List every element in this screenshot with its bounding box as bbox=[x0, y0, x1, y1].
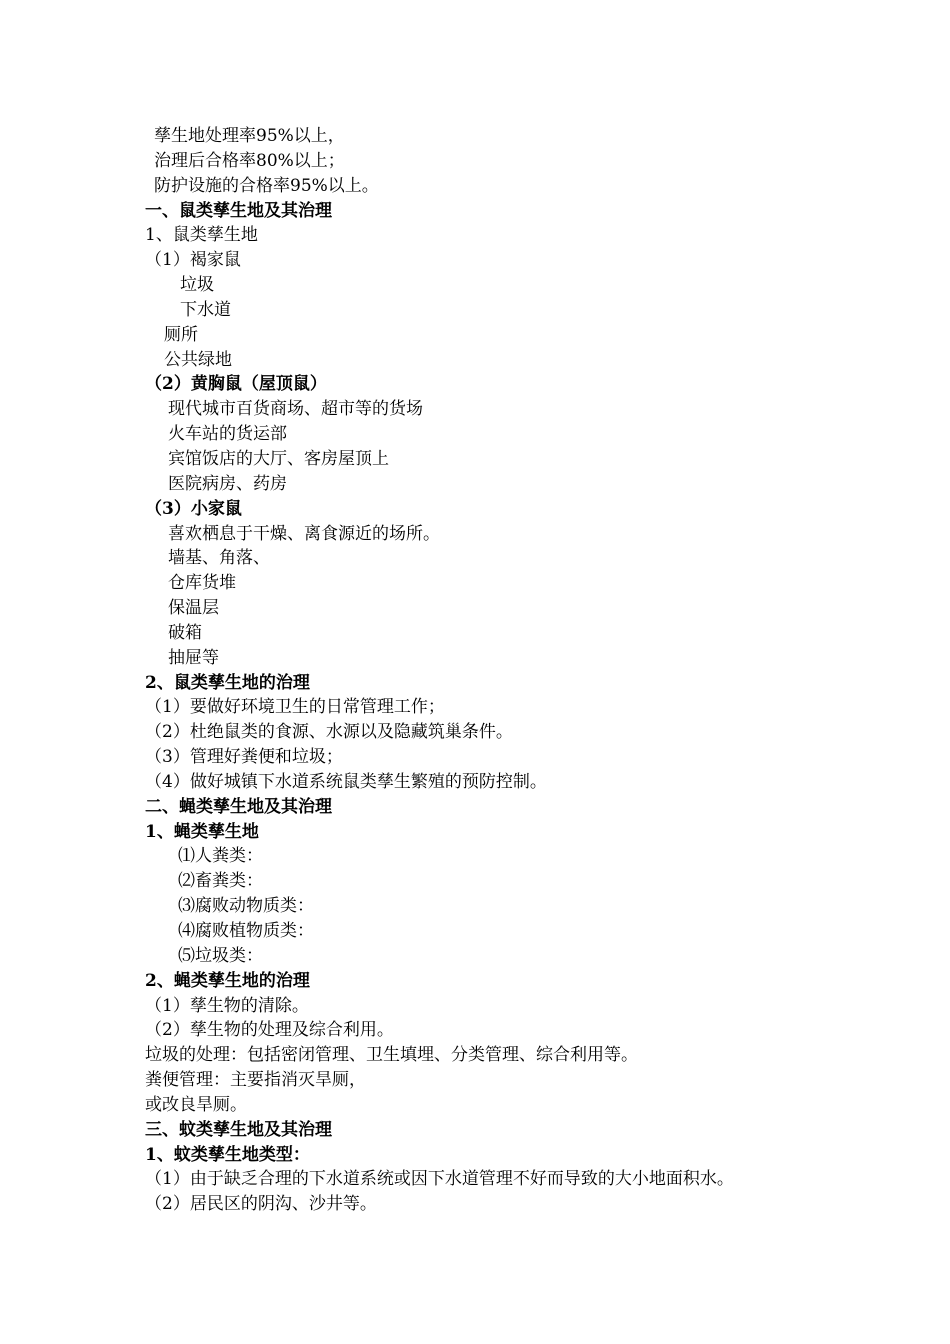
text-line: 火车站的货运部 bbox=[168, 424, 287, 445]
text-line: （2）孳生物的处理及综合利用。 bbox=[145, 1020, 394, 1041]
text-line: ⑶腐败动物质类： bbox=[178, 896, 314, 917]
section-heading: （2）黄胸鼠（屋顶鼠） bbox=[145, 374, 327, 395]
text-line: 仓库货堆 bbox=[168, 573, 236, 594]
text-line: 现代城市百货商场、超市等的货场 bbox=[168, 399, 423, 420]
section-heading: 1、蚊类孳生地类型： bbox=[145, 1144, 310, 1165]
text-line: 抽屉等 bbox=[168, 647, 219, 668]
section-heading: 2、鼠类孳生地的治理 bbox=[145, 672, 310, 693]
text-line: ⑵畜粪类： bbox=[178, 871, 263, 892]
text-line: 公共绿地 bbox=[164, 349, 232, 370]
text-line: （1）孳生物的清除。 bbox=[145, 995, 309, 1016]
section-heading: 1、蝇类孳生地 bbox=[145, 821, 259, 842]
document-page bbox=[0, 124, 950, 1217]
text-line: ⑷腐败植物质类： bbox=[178, 921, 314, 941]
text-line: 垃圾 bbox=[180, 275, 214, 296]
text-line: 防护设施的合格率95%以上。 bbox=[154, 175, 379, 196]
text-line: （1）褐家鼠 bbox=[145, 250, 241, 271]
text-line: 保温层 bbox=[168, 598, 219, 619]
text-line: 垃圾的处理：包括密闭管理、卫生填埋、分类管理、综合利用等。 bbox=[145, 1045, 638, 1066]
section-heading: 三、蚊类孳生地及其治理 bbox=[145, 1119, 332, 1140]
text-line: （1）要做好环境卫生的日常管理工作； bbox=[145, 697, 445, 718]
text-line: （1）由于缺乏合理的下水道系统或因下水道管理不好而导致的大小地面积水。 bbox=[145, 1169, 734, 1190]
text-line: 下水道 bbox=[180, 299, 231, 320]
text-line: 医院病房、药房 bbox=[168, 473, 287, 494]
section-heading: 二、蝇类孳生地及其治理 bbox=[145, 796, 332, 817]
text-line: 墙基、角落、 bbox=[168, 548, 270, 569]
text-line: 喜欢栖息于干燥、离食源近的场所。 bbox=[168, 523, 440, 544]
text-line: 孳生地处理率95%以上， bbox=[154, 126, 345, 146]
text-line: （2）居民区的阴沟、沙井等。 bbox=[145, 1194, 377, 1215]
text-line: （2）杜绝鼠类的食源、水源以及隐藏筑巢条件。 bbox=[145, 722, 513, 743]
section-heading: 一、鼠类孳生地及其治理 bbox=[145, 200, 332, 221]
text-line: 破箱 bbox=[168, 622, 202, 643]
text-line: 1、鼠类孳生地 bbox=[145, 225, 258, 246]
text-line: 或改良旱厕。 bbox=[145, 1094, 247, 1115]
text-line: 治理后合格率80%以上； bbox=[154, 150, 345, 171]
text-line: ⑴人粪类： bbox=[178, 846, 263, 867]
text-line: （4）做好城镇下水道系统鼠类孳生繁殖的预防控制。 bbox=[145, 771, 547, 792]
text-line: 粪便管理：主要指消灭旱厕， bbox=[145, 1070, 366, 1091]
text-line: ⑸垃圾类： bbox=[178, 945, 263, 966]
text-line: 厕所 bbox=[164, 324, 198, 345]
text-line: 宾馆饭店的大厅、客房屋顶上 bbox=[168, 448, 389, 469]
section-heading: （3）小家鼠 bbox=[145, 498, 242, 519]
section-heading: 2、蝇类孳生地的治理 bbox=[145, 970, 310, 991]
text-line: （3）管理好粪便和垃圾； bbox=[145, 747, 343, 768]
